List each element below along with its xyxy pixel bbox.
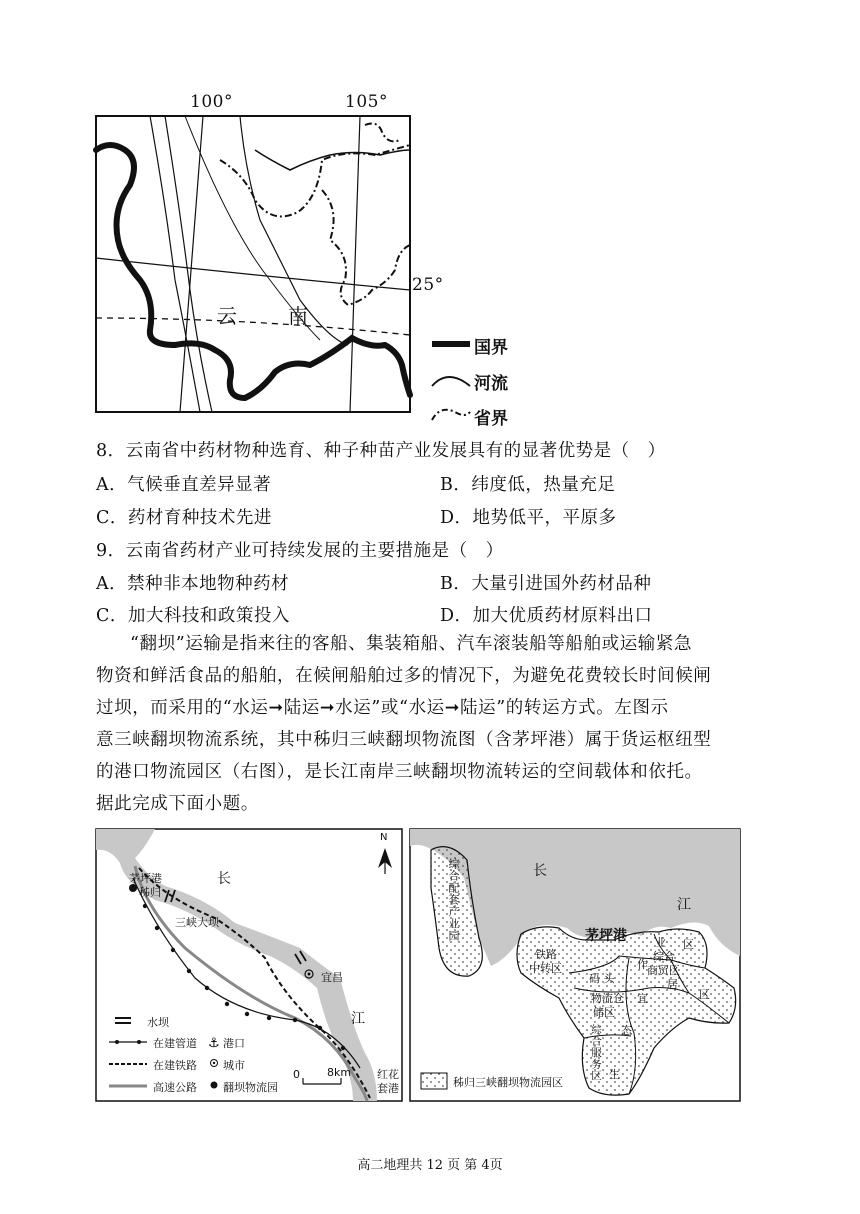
zone-sheng: 生 <box>609 1068 620 1081</box>
zone-ye: 业 <box>655 936 666 949</box>
question-8-option-a[interactable]: A．气候垂直差异显著 <box>96 475 272 495</box>
legend-river-label: 河流 <box>474 374 508 394</box>
question-9-option-c[interactable]: C．加大科技和政策投入 <box>96 606 290 626</box>
zone-storage-1: 物流仓 <box>591 992 624 1005</box>
maoping-port-label: 茅坪港 <box>129 872 162 885</box>
passage-line-3: 过坝，而采用的“水运➞陆运➞水运”或“水运➞陆运”的转运方式。左图示 <box>96 698 669 718</box>
three-gorges-logistics-map <box>95 828 403 1102</box>
yunnan-map-drawing <box>0 0 540 430</box>
park-jiang-label: 江 <box>677 897 691 913</box>
legend-border-label: 国界 <box>474 338 508 358</box>
yunnan-label-yun: 云 <box>217 304 237 328</box>
zone-dock: 码 头 <box>589 972 615 985</box>
question-9-stem: 9．云南省药材产业可持续发展的主要措施是（ ） <box>96 541 504 561</box>
legend-railway-label: 在建铁路 <box>153 1059 197 1072</box>
park-legend-label: 秭归三峡翻坝物流园区 <box>453 1076 563 1089</box>
passage-line-2: 物资和鲜活食品的船舶，在候闸船舶过多的情况下，为避免花费较长时间候闸 <box>96 666 712 686</box>
yichang-label: 宜昌 <box>321 971 343 984</box>
zone-trade-1: 综合 <box>653 950 675 963</box>
anchor-icon: ⚓ <box>208 1036 220 1051</box>
legend-dam-label: 水坝 <box>147 1016 169 1029</box>
zone-railway-2: 中转区 <box>529 962 562 975</box>
longitude-105-label: 105° <box>345 92 388 112</box>
zone-res-ju: 居 <box>667 978 678 991</box>
passage-line-5: 的港口物流园区（右图），是长江南岸三峡翻坝物流转运的空间载体和依托。 <box>96 762 703 782</box>
zone-supporting-industry: 综合配套产业园 <box>447 858 460 942</box>
passage-line-1: “翻坝”运输是指来往的客船、集装箱船、汽车滚装船等船舶或运输紧急 <box>130 634 693 654</box>
question-8-option-b[interactable]: B．纬度低，热量充足 <box>440 475 616 495</box>
north-label: N <box>380 832 388 843</box>
honghua-port-label-1: 红花 <box>377 1068 399 1081</box>
changjiang-chang-label: 长 <box>217 871 231 887</box>
zone-qu-1: 区 <box>683 938 694 951</box>
latitude-25-label: 25° <box>412 275 444 295</box>
legend-city-label: 城市 <box>223 1059 245 1072</box>
legend-pipeline-label: 在建管道 <box>153 1037 197 1050</box>
yunnan-label-nan: 南 <box>288 304 308 328</box>
zone-railway-1: 铁路 <box>535 948 557 961</box>
three-gorges-dam-label: 三峡大坝 <box>175 916 219 929</box>
question-9-option-a[interactable]: A．禁种非本地物种药材 <box>96 574 290 594</box>
question-8-option-c[interactable]: C．药材育种技术先进 <box>96 508 272 528</box>
passage-line-4: 意三峡翻坝物流系统，其中秭归三峡翻坝物流图（含茅坪港）属于货运枢纽型 <box>96 730 712 750</box>
question-9-option-b[interactable]: B．大量引进国外药材品种 <box>440 574 652 594</box>
park-maoping-label: 茅坪港 <box>585 928 627 944</box>
zone-trade-2: 商贸区 <box>647 964 680 977</box>
zigui-label: 秭归 <box>139 886 161 899</box>
yunnan-map <box>0 0 540 430</box>
zigui-logistics-park-map <box>409 828 741 1102</box>
question-8-option-d[interactable]: D．地势低平，平原多 <box>440 508 617 528</box>
question-9-option-d[interactable]: D．加大优质药材原料出口 <box>440 606 653 626</box>
zone-yi: 宜 <box>637 992 648 1005</box>
honghua-port-label-2: 套港 <box>377 1082 399 1095</box>
park-chang-label: 长 <box>533 863 547 879</box>
zone-storage-2: 储区 <box>593 1006 615 1019</box>
changjiang-jiang-label: 江 <box>351 1011 365 1027</box>
scale-8km-label: 8km <box>327 1066 352 1079</box>
zone-comprehensive-service: 综合服务区 <box>590 1024 602 1082</box>
legend-highway-label: 高速公路 <box>153 1081 197 1094</box>
page-footer: 高二地理共 12 页 第 4页 <box>357 1158 503 1173</box>
legend-port-label: 港口 <box>223 1037 245 1050</box>
zone-work: 作 <box>637 958 648 971</box>
scale-zero-label: 0 <box>293 1068 300 1081</box>
zone-res-qu: 区 <box>699 988 710 1001</box>
passage-line-6: 据此完成下面小题。 <box>96 794 259 814</box>
question-8-stem: 8．云南省中药材物种选育、种子种苗产业发展具有的显著优势是（ ） <box>96 441 666 461</box>
legend-province-label: 省界 <box>474 409 508 429</box>
zone-tai: 态 <box>621 1024 632 1037</box>
legend-park-label: 翻坝物流园 <box>223 1081 278 1094</box>
passage <box>96 628 786 820</box>
longitude-100-label: 100° <box>190 92 233 112</box>
